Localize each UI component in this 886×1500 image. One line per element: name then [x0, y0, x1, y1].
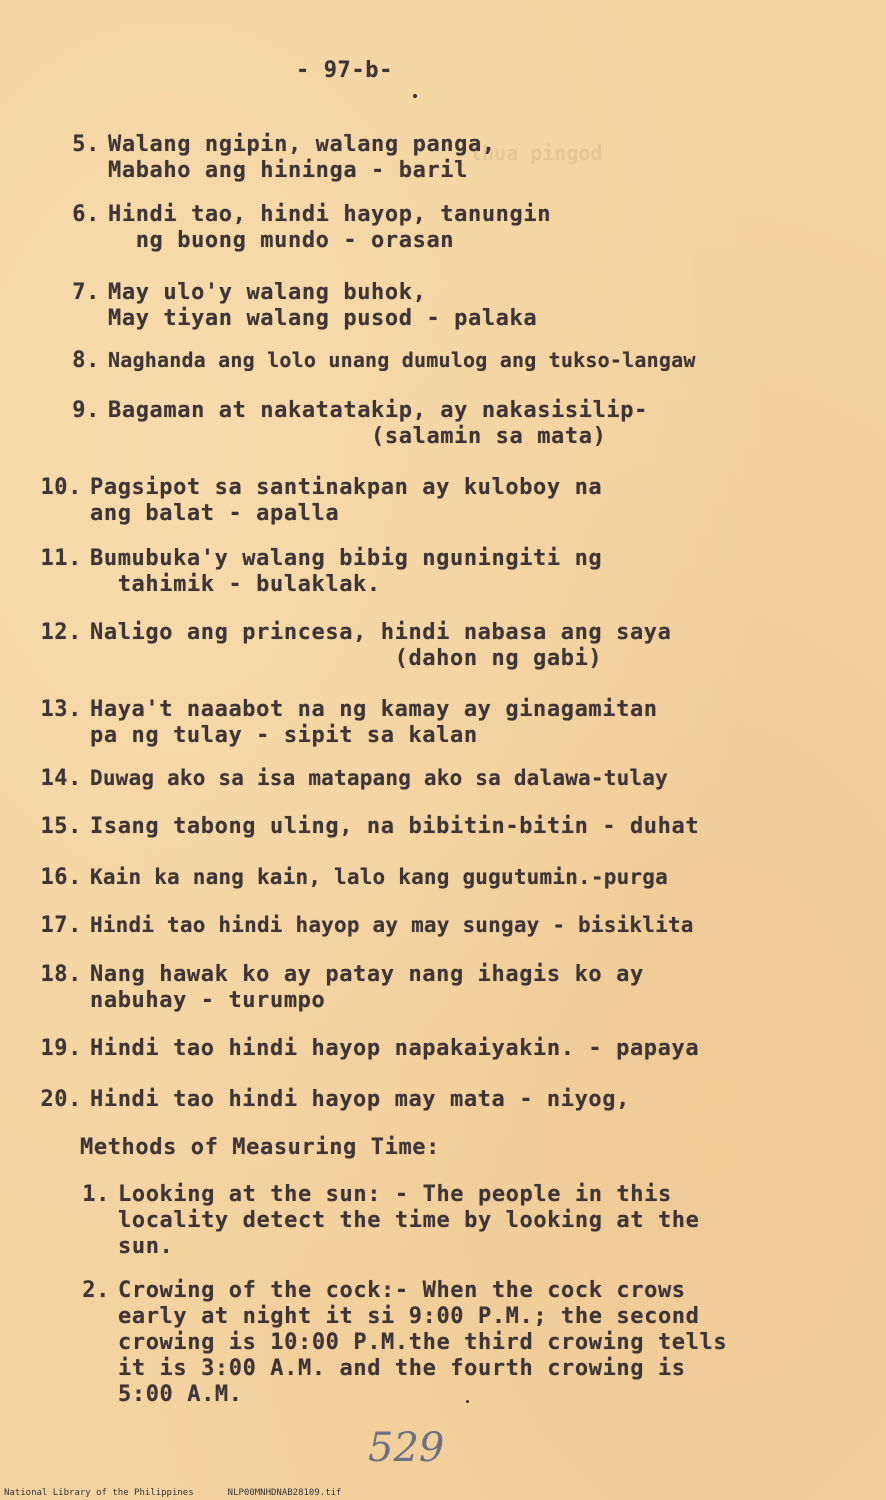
riddle-line: Walang ngipin, walang panga, — [108, 132, 496, 157]
riddle-item — [48, 280, 537, 332]
item-number: 6. — [72, 202, 100, 227]
item-number: 11. — [40, 546, 82, 571]
item-number: 10. — [40, 475, 82, 500]
method-item — [58, 1278, 727, 1408]
riddle-line: ng buong mundo - orasan — [108, 228, 455, 253]
riddle-line: ang balat - apalla — [90, 501, 340, 526]
riddle-line: Kain ka nang kain, lalo kang gugutumin.-purga — [90, 865, 668, 889]
riddle-line: Pagsipot sa santinakpan ay kuloboy na — [90, 475, 603, 500]
riddle-line: (salamin sa mata) — [108, 424, 607, 449]
scan-footer — [4, 1488, 375, 1498]
item-number: 17. — [40, 913, 82, 938]
method-line: sun. — [118, 1234, 174, 1259]
riddle-item — [30, 814, 699, 840]
item-number: 20. — [40, 1087, 82, 1112]
method-line: it is 3:00 A.M. and the fourth crowing is — [118, 1356, 686, 1381]
riddle-line: Hindi tao hindi hayop may mata - niyog, — [90, 1087, 630, 1112]
method-line: crowing is 10:00 P.M.the third crowing tells — [118, 1330, 728, 1355]
method-line: locality detect the time by looking at the — [118, 1208, 700, 1233]
riddle-line: Hindi tao hindi hayop ay may sungay - bisiklita — [90, 913, 694, 937]
riddle-line: Mabaho ang hininga - baril — [108, 158, 468, 183]
footer-filename: NLP00MNHDNAB28109.tif — [227, 1488, 342, 1498]
item-number: 18. — [40, 962, 82, 987]
bleed-through: thua pingod — [470, 141, 603, 165]
method-line: 5:00 A.M. — [118, 1382, 243, 1407]
riddle-item — [48, 398, 648, 450]
item-number: 1. — [82, 1182, 110, 1207]
riddle-item — [48, 132, 496, 184]
riddle-line: tahimik - bulaklak. — [90, 572, 381, 597]
item-number: 16. — [40, 865, 82, 890]
riddle-line: May tiyan walang pusod - palaka — [108, 306, 538, 331]
riddle-item — [48, 347, 696, 374]
method-line: Crowing of the cock:- When the cock crows — [118, 1278, 686, 1303]
riddle-line: Haya't naaabot na ng kamay ay ginagamitan — [90, 697, 658, 722]
handwritten-page-number: 529 — [368, 1425, 445, 1471]
riddle-line: Bagaman at nakatatakip, ay nakasisilip- — [108, 398, 648, 423]
riddle-line: Naligo ang princesa, hindi nabasa ang saya — [90, 620, 672, 645]
section-heading: Methods of Measuring Time: — [80, 1135, 440, 1160]
riddle-line: Bumubuka'y walang bibig nguningiti ng — [90, 546, 603, 571]
item-number: 13. — [40, 697, 82, 722]
riddle-item — [30, 1087, 630, 1113]
item-number: 9. — [72, 398, 100, 423]
riddle-line: Naghanda ang lolo unang dumulog ang tukso-langaw — [108, 348, 696, 372]
riddle-item — [30, 475, 602, 527]
riddle-line: Duwag ako sa isa matapang ako sa dalawa-tulay — [90, 766, 668, 790]
riddle-line: Isang tabong uling, na bibitin-bitin - duhat — [90, 814, 700, 839]
riddle-item — [30, 765, 668, 792]
riddle-item — [30, 962, 644, 1014]
stray-mark — [413, 94, 417, 98]
item-number: 7. — [72, 280, 100, 305]
riddle-item — [30, 546, 602, 598]
riddle-line: nabuhay - turumpo — [90, 988, 326, 1013]
method-line: Looking at the sun: - The people in this — [118, 1182, 672, 1207]
item-number: 12. — [40, 620, 82, 645]
riddle-line: Hindi tao, hindi hayop, tanungin — [108, 202, 552, 227]
item-number: 15. — [40, 814, 82, 839]
method-line: early at night it si 9:00 P.M.; the second — [118, 1304, 700, 1329]
riddle-item — [30, 912, 694, 939]
riddle-item — [30, 620, 672, 672]
page-number: - 97-b- — [296, 58, 393, 83]
item-number: 8. — [72, 348, 100, 373]
riddle-line: Nang hawak ko ay patay nang ihagis ko ay — [90, 962, 644, 987]
riddle-line: (dahon ng gabi) — [90, 646, 603, 671]
riddle-item — [30, 1036, 699, 1062]
item-number: 2. — [82, 1278, 110, 1303]
riddle-item — [30, 697, 658, 749]
riddle-item — [48, 202, 551, 254]
method-item — [58, 1182, 700, 1260]
riddle-line: Hindi tao hindi hayop napakaiyakin. - papaya — [90, 1036, 700, 1061]
item-number: 14. — [40, 766, 82, 791]
riddle-line: May ulo'y walang buhok, — [108, 280, 427, 305]
item-number: 19. — [40, 1036, 82, 1061]
stray-mark — [466, 1400, 469, 1403]
riddle-item — [30, 864, 668, 891]
footer-institution: National Library of the Philippines — [4, 1488, 194, 1498]
riddle-line: pa ng tulay - sipit sa kalan — [90, 723, 478, 748]
item-number: 5. — [72, 132, 100, 157]
